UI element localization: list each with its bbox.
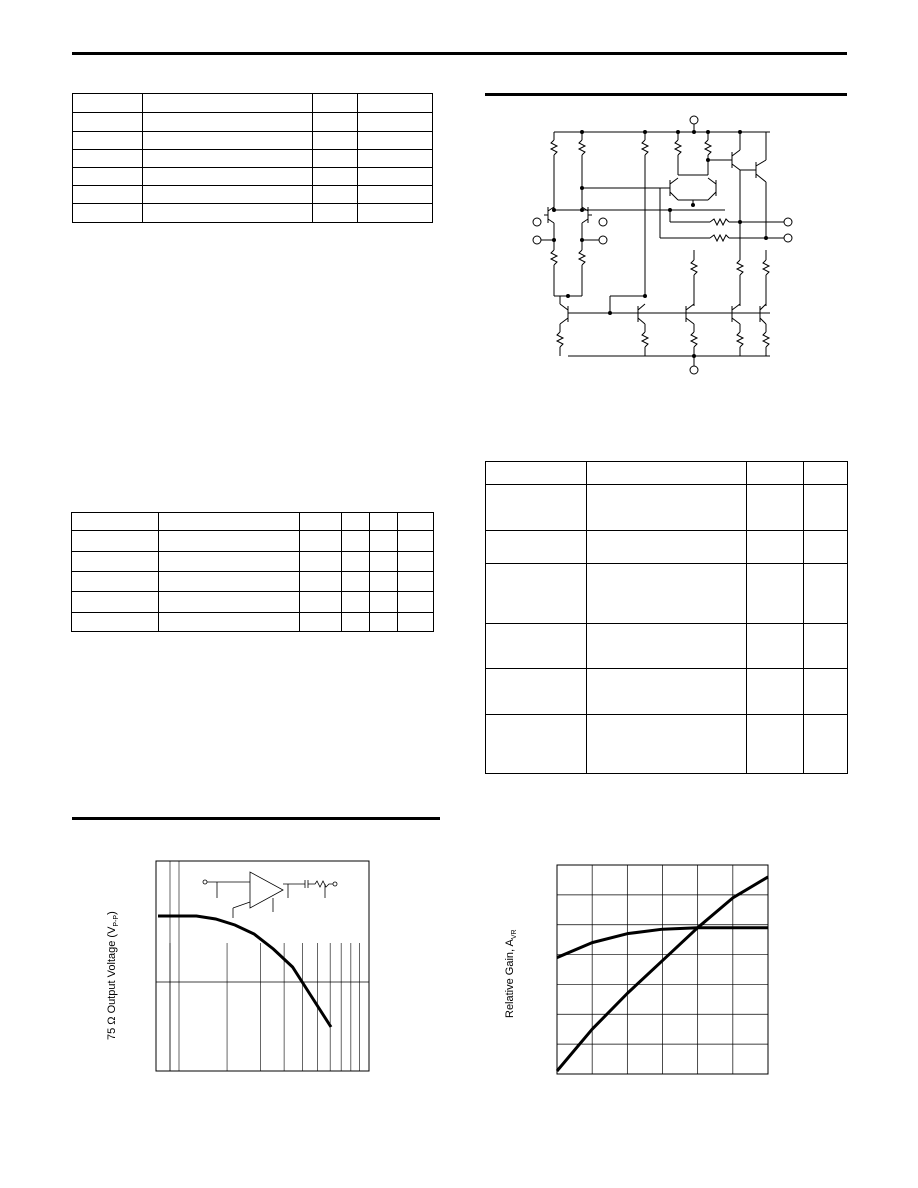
- input-terminal-b: [533, 236, 541, 244]
- table-cell: [587, 564, 747, 624]
- table-cell: [358, 186, 433, 204]
- table-cell: [300, 513, 342, 531]
- table-cell: [747, 564, 804, 624]
- input-terminal-c: [599, 218, 607, 226]
- table-cell: [143, 150, 313, 168]
- vcc-terminal: [690, 116, 698, 124]
- table-cell: [587, 715, 747, 774]
- table-row: [72, 513, 434, 531]
- table-cell: [370, 572, 398, 592]
- table-cell: [73, 168, 143, 186]
- table-cell: [486, 462, 587, 485]
- table-cell: [73, 150, 143, 168]
- table-cell: [370, 513, 398, 531]
- output-terminal-a: [784, 218, 792, 226]
- table-cell: [804, 485, 848, 531]
- table-cell: [313, 150, 358, 168]
- table-row: [486, 531, 848, 564]
- table-cell: [486, 531, 587, 564]
- table-cell: [143, 132, 313, 150]
- table-cell: [587, 624, 747, 669]
- table-cell: [313, 113, 358, 132]
- table-cell: [747, 531, 804, 564]
- table-cell: [747, 669, 804, 715]
- table-row: [72, 531, 434, 552]
- table-cell: [143, 113, 313, 132]
- table-cell: [358, 94, 433, 113]
- table-cell: [313, 168, 358, 186]
- table-cell: [313, 204, 358, 223]
- table-cell: [159, 531, 300, 552]
- chart-right: [556, 864, 769, 1075]
- table-cell: [72, 613, 159, 632]
- table-row: [73, 150, 433, 168]
- table-row: [73, 94, 433, 113]
- section-rule-left: [72, 817, 440, 820]
- table-row: [486, 564, 848, 624]
- table-cell: [72, 552, 159, 572]
- table-cell: [486, 715, 587, 774]
- table-cell: [73, 132, 143, 150]
- table-cell: [587, 485, 747, 531]
- input-terminal: [203, 880, 207, 884]
- table-cell: [358, 113, 433, 132]
- table-cell: [747, 715, 804, 774]
- table-row: [73, 186, 433, 204]
- chart-right-ylabel: Relative Gain, $A_{VR}$: [504, 929, 519, 1018]
- section-rule-right: [485, 93, 847, 96]
- table-row: [73, 113, 433, 132]
- table-cell: [747, 462, 804, 485]
- table-row: [486, 715, 848, 774]
- table-cell: [159, 613, 300, 632]
- table-cell: [143, 204, 313, 223]
- table-cell: [587, 669, 747, 715]
- table-cell: [143, 168, 313, 186]
- table-cell: [300, 613, 342, 632]
- table-cell: [73, 113, 143, 132]
- table-row: [72, 552, 434, 572]
- table-cell: [398, 592, 434, 613]
- table-cell: [358, 204, 433, 223]
- table-cell: [313, 132, 358, 150]
- table-cell: [587, 462, 747, 485]
- table-cell: [300, 592, 342, 613]
- table-row: [72, 592, 434, 613]
- table-cell: [398, 613, 434, 632]
- table-cell: [398, 572, 434, 592]
- table-cell: [398, 552, 434, 572]
- table-cell: [370, 613, 398, 632]
- table-row: [73, 132, 433, 150]
- table-row: [486, 624, 848, 669]
- input-terminal-d: [599, 236, 607, 244]
- table-cell: [159, 513, 300, 531]
- table-cell: [72, 592, 159, 613]
- table-cell: [300, 531, 342, 552]
- table-row: [486, 669, 848, 715]
- table-cell: [358, 132, 433, 150]
- table-cell: [358, 150, 433, 168]
- table-cell: [804, 624, 848, 669]
- table-row: [73, 204, 433, 223]
- table-cell: [313, 94, 358, 113]
- table-cell: [313, 186, 358, 204]
- table-cell: [300, 572, 342, 592]
- table-cell: [804, 715, 848, 774]
- table-cell: [143, 186, 313, 204]
- input-terminal-a: [533, 218, 541, 226]
- table-cell: [486, 564, 587, 624]
- vee-terminal: [690, 366, 698, 374]
- chart-left: [155, 860, 370, 1072]
- table-row: [72, 613, 434, 632]
- table-row: [73, 168, 433, 186]
- output-terminal-b: [784, 234, 792, 242]
- table-row: [486, 462, 848, 485]
- table-a: [72, 93, 433, 223]
- table-cell: [587, 531, 747, 564]
- table-cell: [804, 564, 848, 624]
- table-cell: [398, 531, 434, 552]
- table-cell: [73, 186, 143, 204]
- table-row: [72, 572, 434, 592]
- table-cell: [159, 592, 300, 613]
- table-cell: [72, 513, 159, 531]
- table-cell: [370, 531, 398, 552]
- table-cell: [804, 531, 848, 564]
- table-cell: [370, 552, 398, 572]
- inset-area: [186, 863, 346, 941]
- table-cell: [342, 592, 370, 613]
- table-c: [485, 461, 848, 774]
- table-cell: [370, 592, 398, 613]
- table-cell: [300, 552, 342, 572]
- table-cell: [342, 572, 370, 592]
- table-cell: [747, 485, 804, 531]
- table-cell: [159, 572, 300, 592]
- table-cell: [358, 168, 433, 186]
- chart-left-ylabel: 75 Ω Output Voltage $(V_{P-P})$: [106, 911, 121, 1040]
- output-terminal: [333, 882, 337, 886]
- table-cell: [143, 94, 313, 113]
- table-cell: [342, 552, 370, 572]
- table-cell: [73, 94, 143, 113]
- table-row: [486, 485, 848, 531]
- table-cell: [804, 669, 848, 715]
- table-cell: [486, 669, 587, 715]
- table-cell: [159, 552, 300, 572]
- table-cell: [342, 531, 370, 552]
- table-b: [71, 512, 434, 632]
- table-cell: [398, 513, 434, 531]
- table-cell: [72, 531, 159, 552]
- equivalent-circuit-schematic: [520, 110, 810, 380]
- table-cell: [342, 613, 370, 632]
- table-cell: [486, 624, 587, 669]
- table-cell: [72, 572, 159, 592]
- page-header-rule: [72, 52, 847, 55]
- table-cell: [486, 485, 587, 531]
- table-cell: [73, 204, 143, 223]
- table-cell: [747, 624, 804, 669]
- table-cell: [804, 462, 848, 485]
- table-cell: [342, 513, 370, 531]
